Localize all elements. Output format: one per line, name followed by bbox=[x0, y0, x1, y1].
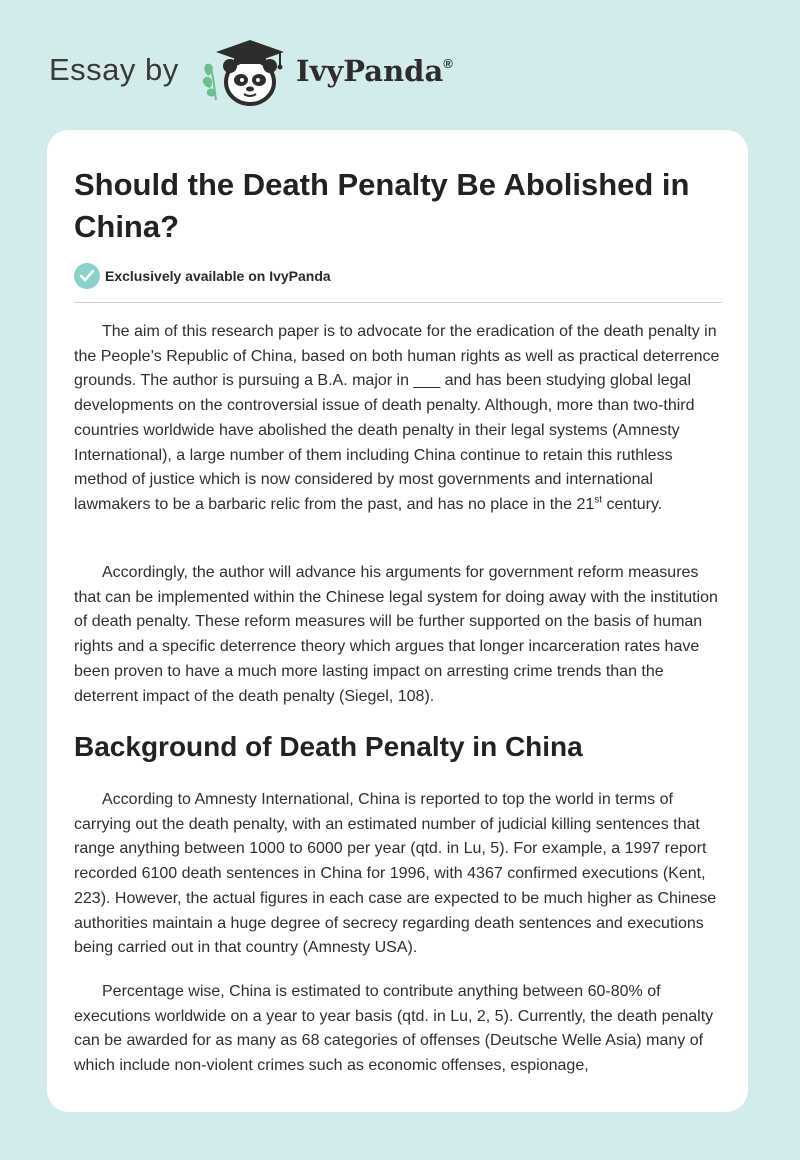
exclusive-badge bbox=[74, 263, 331, 289]
brand-label: IvyPanda bbox=[296, 54, 444, 88]
paragraph-3-text: According to Amnesty International, China is reported to top the world in terms of carrying out the death penalty, with an estimated number of judicial killing sentences that range anything between 1000 to 6000 per year (qtd. in Lu, 5). For example, a 1997 report recorded 6100 death sentences in China for 1996, with 4367 confirmed executions (Kent, 223). However, the actual figures in each case are expected to be much higher as Chinese authorities maintain a huge degree of secrecy regarding death sentences and executions being carried out in that country (Amnesty USA). bbox=[74, 791, 717, 957]
paragraph-2 bbox=[74, 561, 724, 709]
section-heading-background: Background of Death Penalty in China bbox=[74, 731, 583, 762]
registered-mark: ® bbox=[443, 56, 453, 71]
check-circle-icon bbox=[74, 263, 100, 289]
paragraph-2-text: Accordingly, the author will advance his arguments for government reform measures that can be implemented within the Chinese legal system for doing away with the institution of death penalty. These reform measures will be further supported on the basis of human rights and a specific deterrence theory which argues that longer incarceration rates have been proven to have a much more lasting impact on arresting crime trends than the deterrent impact of the death penalty (Siegel, 108). bbox=[74, 564, 718, 705]
ordinal-suffix: st bbox=[594, 494, 603, 506]
exclusive-badge-label: Exclusively available on IvyPanda bbox=[105, 268, 331, 284]
brand-name[interactable] bbox=[296, 54, 453, 88]
site-header bbox=[0, 0, 800, 130]
paragraph-4 bbox=[74, 980, 724, 1079]
panda-logo-icon[interactable] bbox=[200, 36, 292, 110]
essay-by-label: Essay by bbox=[49, 52, 179, 87]
paragraph-1 bbox=[74, 320, 724, 518]
paragraph-1-text: The aim of this research paper is to advocate for the eradication of the death penalty in the People’s Republic of China, based on both human rights as well as practical deterrence grounds. The author is pursuing a B.A. major in ___ and has been studying global legal developments on the controversial issue of death penalty. Although, more than two-third countries worldwide have abolished the death penalty in their legal systems (Amnesty International), a large number of them including China continue to retain this ruthless method of justice which is now considered by most governments and international lawmakers to be a barbaric relic from the past, and has no place in the 21 bbox=[74, 323, 720, 513]
title-divider bbox=[74, 302, 722, 303]
paragraph-1-end: century. bbox=[602, 495, 663, 513]
article-card bbox=[47, 130, 748, 1112]
article-title: Should the Death Penalty Be Abolished in China? bbox=[74, 167, 690, 244]
paragraph-3 bbox=[74, 788, 724, 961]
paragraph-4-text: Percentage wise, China is estimated to contribute anything between 60-80% of executions worldwide on a year to year basis (qtd. in Lu, 2, 5). Currently, the death penalty can be awarded for as many as 68 categories of offenses (Deutsche Welle Asia) many of which include non-violent crimes such as economic offenses, espionage, bbox=[74, 983, 714, 1075]
